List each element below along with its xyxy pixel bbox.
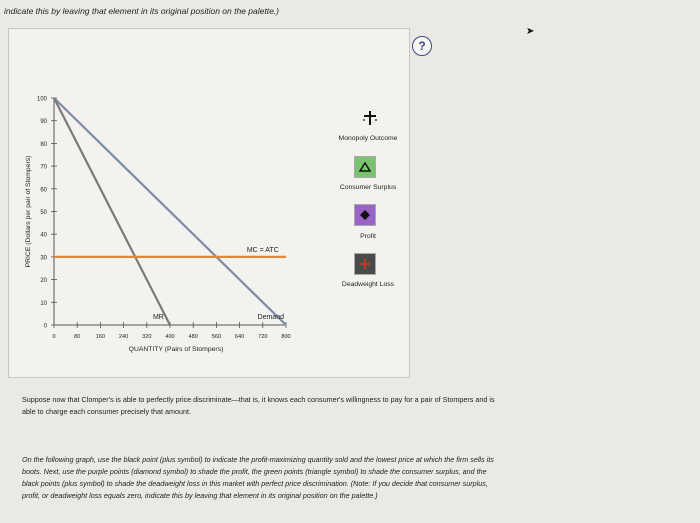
x-tick-label: 720 bbox=[258, 334, 268, 340]
triangle-point-icon bbox=[354, 156, 376, 178]
cursor-icon: ➤ bbox=[526, 26, 535, 37]
question-paragraph-2: On the following graph, use the black point (plus symbol) to indicate the profit-maximizing quantity sold and the lowest price at which the firm sells its boots. Next, use the purple points (diamond symbol) to shade the profit, the green points (triangle symbol) to shade the consumer surplus, and the black points (plus symbol) to shade the deadweight loss in this market with perfect price discrimination. (Note: If you decide that consumer surplus, profit, or deadweight loss equals zero, indicate this by leaving that element in its original position on the palette.) bbox=[22, 455, 494, 500]
monopoly-outcome-tool[interactable] bbox=[360, 107, 380, 129]
x-tick-label: 640 bbox=[234, 334, 245, 340]
deadweight-loss-label: Deadweight Loss bbox=[341, 281, 395, 288]
monopoly-outcome-label: Monopoly Outcome bbox=[338, 135, 398, 142]
y-tick-label: 30 bbox=[40, 255, 47, 262]
x-tick-label: 480 bbox=[188, 334, 198, 340]
x-tick-label: 320 bbox=[142, 334, 152, 340]
series-demand bbox=[54, 98, 286, 325]
plus-point-icon bbox=[354, 253, 376, 275]
x-tick-label: 560 bbox=[211, 334, 222, 340]
y-axis-label: PRICE (Dollars per pair of Stompers) bbox=[25, 155, 32, 268]
y-tick-label: 10 bbox=[40, 300, 47, 307]
y-tick-label: 0 bbox=[43, 323, 47, 330]
mc-atc-label: MC = ATC bbox=[246, 246, 279, 254]
consumer-surplus-tool[interactable] bbox=[354, 156, 376, 178]
y-tick-label: 20 bbox=[40, 278, 47, 285]
consumer-surplus-label: Consumer Surplus bbox=[339, 184, 397, 191]
demand-label: Demand bbox=[257, 314, 284, 321]
x-tick-label: 160 bbox=[95, 334, 106, 340]
x-tick-label: 240 bbox=[118, 334, 129, 340]
y-tick-label: 50 bbox=[40, 210, 47, 216]
x-tick-label: 0 bbox=[52, 334, 56, 340]
y-tick-label: 40 bbox=[40, 232, 47, 239]
x-tick-label: 800 bbox=[281, 334, 291, 340]
y-tick-label: 60 bbox=[40, 187, 47, 194]
plus-point-icon bbox=[360, 107, 380, 129]
instruction-text: indicate this by leaving that element in its original position on the palette.) bbox=[4, 6, 279, 16]
profit-label: Profit bbox=[360, 233, 376, 240]
diamond-point-icon bbox=[354, 204, 376, 226]
x-tick-label: 80 bbox=[74, 334, 81, 340]
help-button[interactable]: ? bbox=[412, 36, 432, 56]
question-paragraph-1: Suppose now that Clomper's is able to perfectly price discriminate—that is, it knows each consumer's willingness to pay for a pair of Stompers and is able to charge each consumer precisely that amount. bbox=[22, 395, 495, 416]
y-tick-label: 70 bbox=[40, 164, 47, 171]
x-tick-label: 400 bbox=[165, 334, 175, 340]
mr-label: MR bbox=[152, 314, 164, 321]
y-tick-label: 80 bbox=[40, 141, 47, 148]
y-tick-label: 100 bbox=[36, 96, 47, 103]
x-axis-label: QUANTITY (Pairs of Stompers) bbox=[128, 346, 224, 353]
series-mr bbox=[54, 98, 170, 325]
y-tick-label: 90 bbox=[40, 119, 47, 126]
profit-tool[interactable] bbox=[354, 204, 376, 226]
deadweight-loss-tool[interactable] bbox=[354, 253, 376, 275]
